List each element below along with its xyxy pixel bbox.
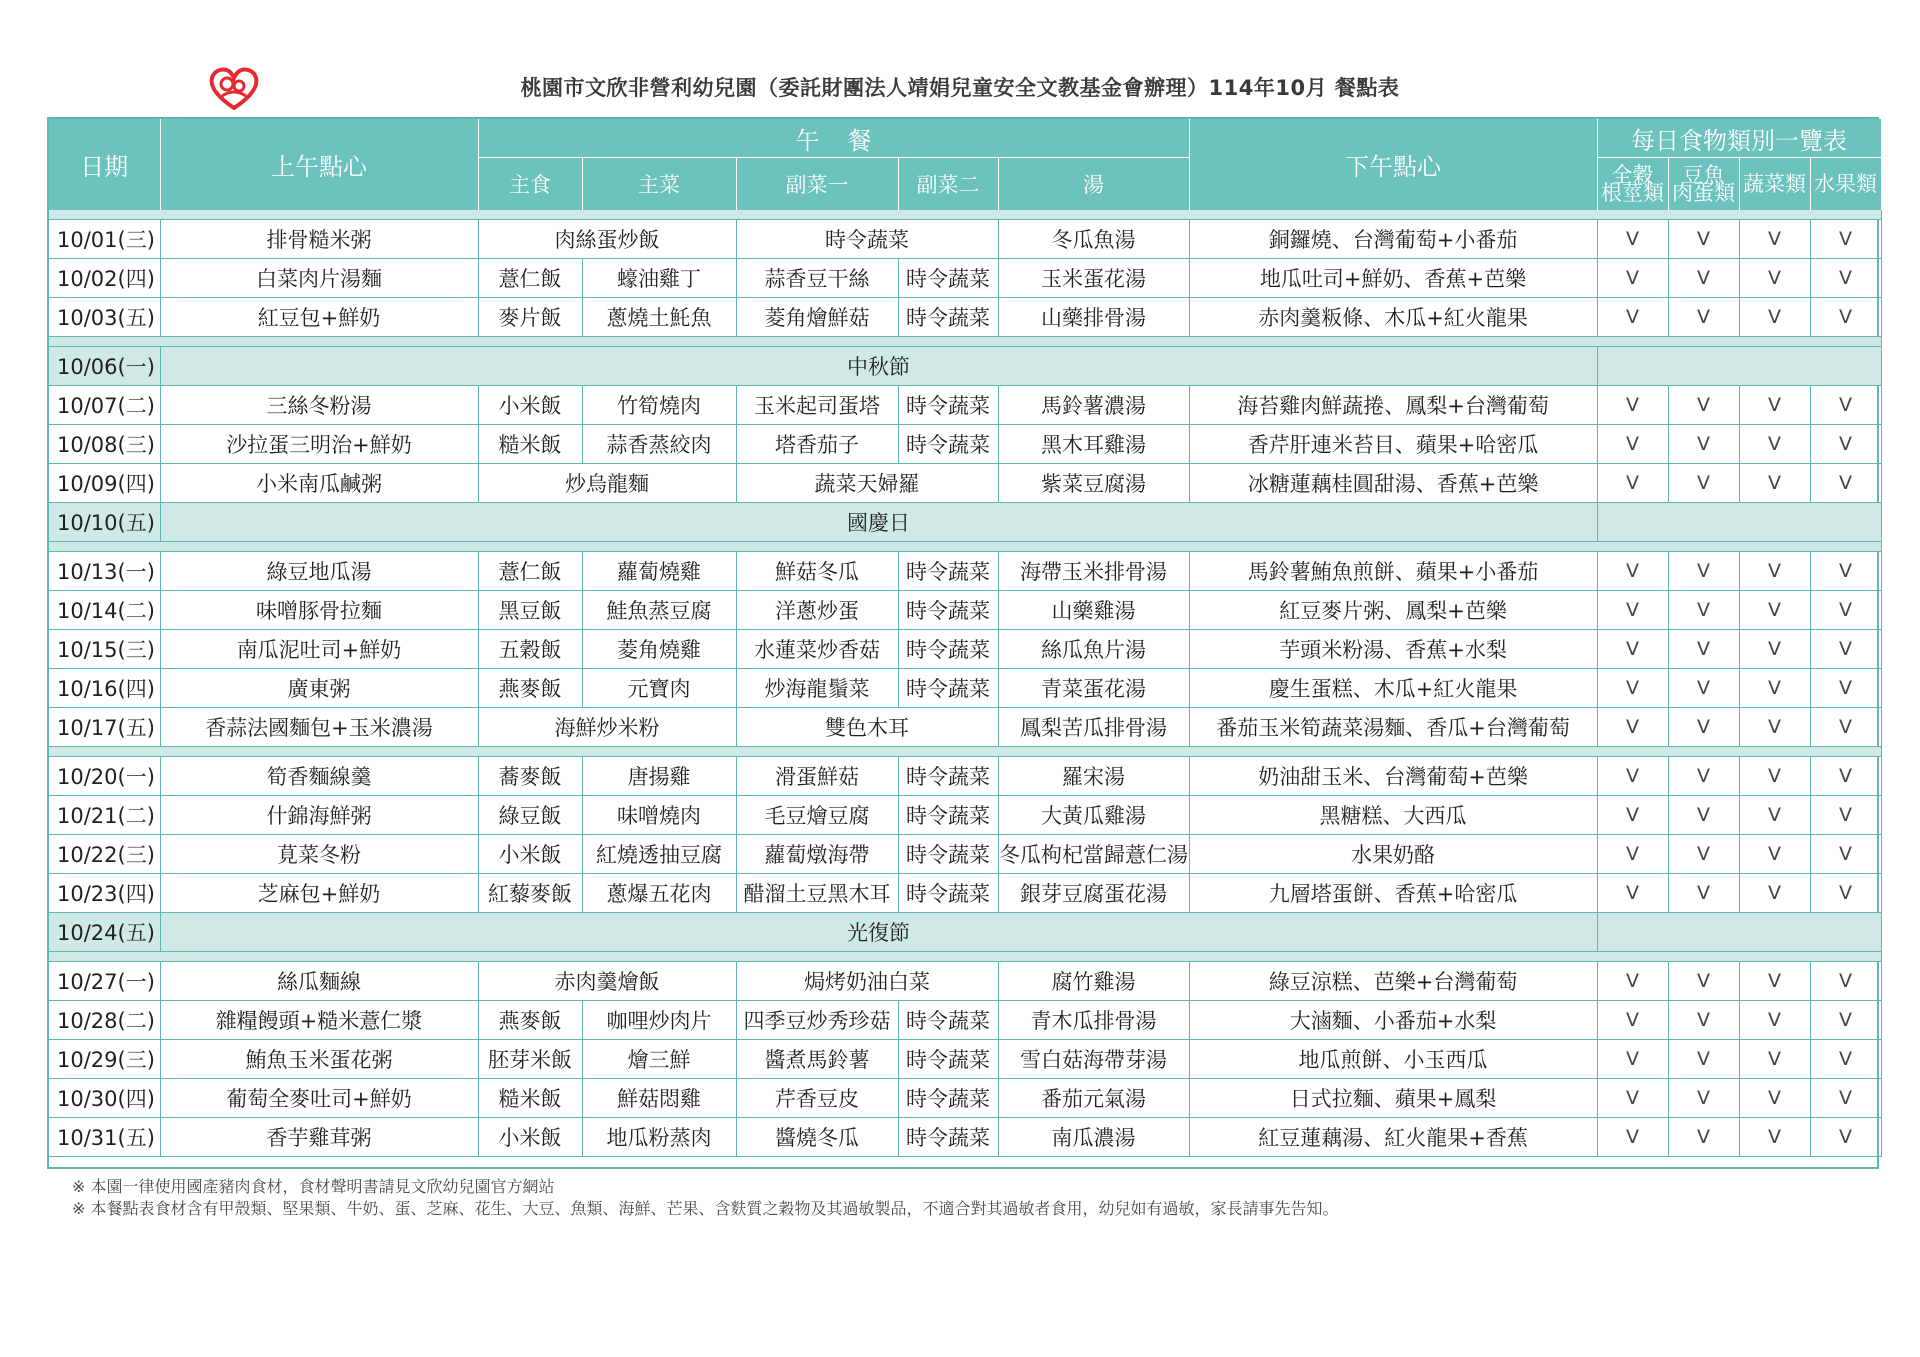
header-lunch: 午餐 xyxy=(478,119,1189,158)
check-vegetables: V xyxy=(1739,962,1810,1001)
date-cell: 10/29(三) xyxy=(49,1040,160,1079)
staple-cell: 小米飯 xyxy=(478,1118,582,1157)
side1-cell: 毛豆燴豆腐 xyxy=(736,796,898,835)
check-grains: V xyxy=(1597,1079,1668,1118)
staple-cell: 麥片飯 xyxy=(478,298,582,337)
table-row xyxy=(49,1079,1881,1118)
side1-cell: 醬煮馬鈴薯 xyxy=(736,1040,898,1079)
soup-cell: 黑木耳雞湯 xyxy=(998,425,1189,464)
afternoon-snack-cell: 綠豆涼糕、芭樂+台灣葡萄 xyxy=(1189,962,1597,1001)
check-protein: V xyxy=(1668,630,1739,669)
main-dish-cell: 地瓜粉蒸肉 xyxy=(582,1118,736,1157)
food-group-empty xyxy=(1597,913,1881,952)
heart-logo-icon xyxy=(208,66,260,110)
check-fruit: V xyxy=(1810,962,1881,1001)
check-protein: V xyxy=(1668,874,1739,913)
page-title: 桃園市文欣非營利幼兒園（委託財團法人靖娟兒童安全文教基金會辦理）114年10月 餐點表 xyxy=(520,76,1400,100)
side2-cell: 時令蔬菜 xyxy=(898,591,998,630)
holiday-name: 光復節 xyxy=(160,913,1597,952)
soup-cell: 馬鈴薯濃湯 xyxy=(998,386,1189,425)
check-grains: V xyxy=(1597,835,1668,874)
check-protein: V xyxy=(1668,386,1739,425)
header-grains: 全穀 根莖類 xyxy=(1597,158,1668,211)
side2-cell: 時令蔬菜 xyxy=(898,796,998,835)
check-grains: V xyxy=(1597,464,1668,503)
soup-cell: 鳳梨苦瓜排骨湯 xyxy=(998,708,1189,747)
check-protein: V xyxy=(1668,298,1739,337)
date-cell: 10/01(三) xyxy=(49,220,160,259)
staple-main-cell: 海鮮炒米粉 xyxy=(478,708,736,747)
date-cell: 10/27(一) xyxy=(49,962,160,1001)
morning-snack-cell: 綠豆地瓜湯 xyxy=(160,552,478,591)
check-vegetables: V xyxy=(1739,425,1810,464)
check-grains: V xyxy=(1597,298,1668,337)
check-fruit: V xyxy=(1810,874,1881,913)
side2-cell: 時令蔬菜 xyxy=(898,835,998,874)
morning-snack-cell: 香芋雞茸粥 xyxy=(160,1118,478,1157)
side2-cell: 時令蔬菜 xyxy=(898,259,998,298)
check-vegetables: V xyxy=(1739,1118,1810,1157)
footnote-pork: ※ 本園一律使用國產豬肉食材，食材聲明書請見文欣幼兒園官方網站 xyxy=(72,1177,555,1196)
morning-snack-cell: 香蒜法國麵包+玉米濃湯 xyxy=(160,708,478,747)
check-fruit: V xyxy=(1810,630,1881,669)
check-vegetables: V xyxy=(1739,464,1810,503)
check-vegetables: V xyxy=(1739,1040,1810,1079)
food-group-empty xyxy=(1597,347,1881,386)
side1-cell: 蘿蔔燉海帶 xyxy=(736,835,898,874)
date-cell: 10/02(四) xyxy=(49,259,160,298)
afternoon-snack-cell: 日式拉麵、蘋果+鳳梨 xyxy=(1189,1079,1597,1118)
soup-cell: 絲瓜魚片湯 xyxy=(998,630,1189,669)
header-staple: 主食 xyxy=(478,158,582,211)
table-row xyxy=(49,962,1881,1001)
morning-snack-cell: 絲瓜麵線 xyxy=(160,962,478,1001)
side1-cell: 醋溜土豆黑木耳 xyxy=(736,874,898,913)
table-row xyxy=(49,298,1881,337)
week-separator xyxy=(49,952,1881,962)
date-cell: 10/03(五) xyxy=(49,298,160,337)
side1-cell: 四季豆炒秀珍菇 xyxy=(736,1001,898,1040)
main-dish-cell: 紅燒透抽豆腐 xyxy=(582,835,736,874)
afternoon-snack-cell: 芋頭米粉湯、香蕉+水梨 xyxy=(1189,630,1597,669)
check-grains: V xyxy=(1597,708,1668,747)
check-fruit: V xyxy=(1810,835,1881,874)
check-protein: V xyxy=(1668,835,1739,874)
table-row xyxy=(49,1040,1881,1079)
header-fruit: 水果類 xyxy=(1810,158,1881,211)
main-dish-cell: 菱角燒雞 xyxy=(582,630,736,669)
check-vegetables: V xyxy=(1739,298,1810,337)
main-dish-cell: 鮮菇悶雞 xyxy=(582,1079,736,1118)
main-dish-cell: 燴三鮮 xyxy=(582,1040,736,1079)
table-row xyxy=(49,259,1881,298)
side1-cell: 菱角燴鮮菇 xyxy=(736,298,898,337)
staple-cell: 小米飯 xyxy=(478,835,582,874)
morning-snack-cell: 鮪魚玉米蛋花粥 xyxy=(160,1040,478,1079)
staple-cell: 蕎麥飯 xyxy=(478,757,582,796)
side2-cell: 時令蔬菜 xyxy=(898,1001,998,1040)
morning-snack-cell: 排骨糙米粥 xyxy=(160,220,478,259)
check-protein: V xyxy=(1668,1079,1739,1118)
holiday-name: 國慶日 xyxy=(160,503,1597,542)
table-row xyxy=(49,220,1881,259)
header-morning-snack: 上午點心 xyxy=(160,119,478,210)
check-grains: V xyxy=(1597,669,1668,708)
morning-snack-cell: 廣東粥 xyxy=(160,669,478,708)
soup-cell: 冬瓜枸杞當歸薏仁湯 xyxy=(998,835,1189,874)
morning-snack-cell: 小米南瓜鹹粥 xyxy=(160,464,478,503)
check-vegetables: V xyxy=(1739,220,1810,259)
staple-cell: 燕麥飯 xyxy=(478,669,582,708)
week-separator xyxy=(49,337,1881,347)
check-protein: V xyxy=(1668,796,1739,835)
week-separator-cell xyxy=(49,210,1881,220)
check-grains: V xyxy=(1597,552,1668,591)
main-dish-cell: 鮭魚蒸豆腐 xyxy=(582,591,736,630)
soup-cell: 羅宋湯 xyxy=(998,757,1189,796)
holiday-row xyxy=(49,503,1881,542)
check-protein: V xyxy=(1668,708,1739,747)
main-dish-cell: 蔥燒土魠魚 xyxy=(582,298,736,337)
check-fruit: V xyxy=(1810,1040,1881,1079)
staple-main-cell: 炒烏龍麵 xyxy=(478,464,736,503)
date-cell: 10/15(三) xyxy=(49,630,160,669)
table-row xyxy=(49,796,1881,835)
afternoon-snack-cell: 地瓜吐司+鮮奶、香蕉+芭樂 xyxy=(1189,259,1597,298)
check-vegetables: V xyxy=(1739,874,1810,913)
main-dish-cell: 咖哩炒肉片 xyxy=(582,1001,736,1040)
check-protein: V xyxy=(1668,1118,1739,1157)
check-fruit: V xyxy=(1810,386,1881,425)
check-grains: V xyxy=(1597,1118,1668,1157)
side2-cell: 時令蔬菜 xyxy=(898,1118,998,1157)
date-cell: 10/17(五) xyxy=(49,708,160,747)
staple-cell: 薏仁飯 xyxy=(478,552,582,591)
check-vegetables: V xyxy=(1739,835,1810,874)
check-grains: V xyxy=(1597,386,1668,425)
footnote-allergens: ※ 本餐點表食材含有甲殼類、堅果類、牛奶、蛋、芝麻、花生、大豆、魚類、海鮮、芒果、含麩質之穀物及其過敏製品，不適合對其過敏者食用，幼兒如有過敏，家長請事先告知。 xyxy=(72,1199,1339,1218)
date-cell: 10/28(二) xyxy=(49,1001,160,1040)
morning-snack-cell: 味噌豚骨拉麵 xyxy=(160,591,478,630)
check-fruit: V xyxy=(1810,757,1881,796)
check-fruit: V xyxy=(1810,425,1881,464)
table-row xyxy=(49,425,1881,464)
side1-cell: 醬燒冬瓜 xyxy=(736,1118,898,1157)
check-protein: V xyxy=(1668,220,1739,259)
check-vegetables: V xyxy=(1739,708,1810,747)
check-protein: V xyxy=(1668,464,1739,503)
date-cell: 10/23(四) xyxy=(49,874,160,913)
morning-snack-cell: 三絲冬粉湯 xyxy=(160,386,478,425)
side2-cell: 時令蔬菜 xyxy=(898,757,998,796)
check-protein: V xyxy=(1668,669,1739,708)
date-cell: 10/21(二) xyxy=(49,796,160,835)
soup-cell: 山藥雞湯 xyxy=(998,591,1189,630)
side1-cell: 塔香茄子 xyxy=(736,425,898,464)
main-dish-cell: 味噌燒肉 xyxy=(582,796,736,835)
main-dish-cell: 竹筍燒肉 xyxy=(582,386,736,425)
staple-cell: 黑豆飯 xyxy=(478,591,582,630)
table-row xyxy=(49,630,1881,669)
afternoon-snack-cell: 地瓜煎餅、小玉西瓜 xyxy=(1189,1040,1597,1079)
side-dishes-cell: 蔬菜天婦羅 xyxy=(736,464,998,503)
date-cell: 10/07(二) xyxy=(49,386,160,425)
afternoon-snack-cell: 紅豆蓮藕湯、紅火龍果+香蕉 xyxy=(1189,1118,1597,1157)
main-dish-cell: 蠔油雞丁 xyxy=(582,259,736,298)
morning-snack-cell: 莧菜冬粉 xyxy=(160,835,478,874)
morning-snack-cell: 筍香麵線羹 xyxy=(160,757,478,796)
check-grains: V xyxy=(1597,874,1668,913)
morning-snack-cell: 白菜肉片湯麵 xyxy=(160,259,478,298)
header-side2: 副菜二 xyxy=(898,158,998,211)
table-row xyxy=(49,552,1881,591)
menu-table-frame xyxy=(47,117,1879,1169)
morning-snack-cell: 雜糧饅頭+糙米薏仁漿 xyxy=(160,1001,478,1040)
table-row xyxy=(49,1118,1881,1157)
check-fruit: V xyxy=(1810,708,1881,747)
date-cell: 10/14(二) xyxy=(49,591,160,630)
check-grains: V xyxy=(1597,630,1668,669)
staple-cell: 糙米飯 xyxy=(478,1079,582,1118)
table-row xyxy=(49,464,1881,503)
check-protein: V xyxy=(1668,425,1739,464)
check-fruit: V xyxy=(1810,298,1881,337)
week-separator-cell xyxy=(49,747,1881,757)
staple-cell: 紅藜麥飯 xyxy=(478,874,582,913)
check-vegetables: V xyxy=(1739,1001,1810,1040)
soup-cell: 山藥排骨湯 xyxy=(998,298,1189,337)
afternoon-snack-cell: 赤肉羹粄條、木瓜+紅火龍果 xyxy=(1189,298,1597,337)
check-vegetables: V xyxy=(1739,669,1810,708)
check-protein: V xyxy=(1668,591,1739,630)
afternoon-snack-cell: 冰糖蓮藕桂圓甜湯、香蕉+芭樂 xyxy=(1189,464,1597,503)
header-main-dish: 主菜 xyxy=(582,158,736,211)
soup-cell: 雪白菇海帶芽湯 xyxy=(998,1040,1189,1079)
check-fruit: V xyxy=(1810,796,1881,835)
afternoon-snack-cell: 番茄玉米筍蔬菜湯麵、香瓜+台灣葡萄 xyxy=(1189,708,1597,747)
check-protein: V xyxy=(1668,962,1739,1001)
staple-cell: 燕麥飯 xyxy=(478,1001,582,1040)
date-cell: 10/31(五) xyxy=(49,1118,160,1157)
soup-cell: 南瓜濃湯 xyxy=(998,1118,1189,1157)
main-dish-cell: 蒜香蒸絞肉 xyxy=(582,425,736,464)
soup-cell: 青菜蛋花湯 xyxy=(998,669,1189,708)
side2-cell: 時令蔬菜 xyxy=(898,669,998,708)
check-protein: V xyxy=(1668,1040,1739,1079)
week-separator-cell xyxy=(49,542,1881,552)
date-cell: 10/08(三) xyxy=(49,425,160,464)
main-dish-cell: 蘿蔔燒雞 xyxy=(582,552,736,591)
morning-snack-cell: 葡萄全麥吐司+鮮奶 xyxy=(160,1079,478,1118)
table-row xyxy=(49,386,1881,425)
afternoon-snack-cell: 九層塔蛋餅、香蕉+哈密瓜 xyxy=(1189,874,1597,913)
morning-snack-cell: 沙拉蛋三明治+鮮奶 xyxy=(160,425,478,464)
table-row xyxy=(49,669,1881,708)
check-grains: V xyxy=(1597,796,1668,835)
table-row xyxy=(49,874,1881,913)
check-fruit: V xyxy=(1810,259,1881,298)
afternoon-snack-cell: 奶油甜玉米、台灣葡萄+芭樂 xyxy=(1189,757,1597,796)
side2-cell: 時令蔬菜 xyxy=(898,425,998,464)
food-group-empty xyxy=(1597,503,1881,542)
afternoon-snack-cell: 水果奶酪 xyxy=(1189,835,1597,874)
table-row xyxy=(49,757,1881,796)
header-food-groups: 每日食物類別一覽表 xyxy=(1597,119,1881,158)
side-dishes-cell: 雙色木耳 xyxy=(736,708,998,747)
check-fruit: V xyxy=(1810,1001,1881,1040)
side2-cell: 時令蔬菜 xyxy=(898,874,998,913)
morning-snack-cell: 芝麻包+鮮奶 xyxy=(160,874,478,913)
date-cell: 10/20(一) xyxy=(49,757,160,796)
main-dish-cell: 蔥爆五花肉 xyxy=(582,874,736,913)
table-row xyxy=(49,835,1881,874)
afternoon-snack-cell: 黑糖糕、大西瓜 xyxy=(1189,796,1597,835)
check-vegetables: V xyxy=(1739,591,1810,630)
header-date: 日期 xyxy=(49,119,160,210)
date-cell: 10/30(四) xyxy=(49,1079,160,1118)
check-grains: V xyxy=(1597,757,1668,796)
date-cell: 10/13(一) xyxy=(49,552,160,591)
side1-cell: 芹香豆皮 xyxy=(736,1079,898,1118)
afternoon-snack-cell: 馬鈴薯鮪魚煎餅、蘋果+小番茄 xyxy=(1189,552,1597,591)
afternoon-snack-cell: 慶生蛋糕、木瓜+紅火龍果 xyxy=(1189,669,1597,708)
soup-cell: 番茄元氣湯 xyxy=(998,1079,1189,1118)
staple-main-cell: 肉絲蛋炒飯 xyxy=(478,220,736,259)
soup-cell: 紫菜豆腐湯 xyxy=(998,464,1189,503)
date-cell: 10/16(四) xyxy=(49,669,160,708)
header-protein: 豆魚 肉蛋類 xyxy=(1668,158,1739,211)
side1-cell: 炒海龍鬚菜 xyxy=(736,669,898,708)
staple-cell: 薏仁飯 xyxy=(478,259,582,298)
week-separator xyxy=(49,210,1881,220)
check-vegetables: V xyxy=(1739,1079,1810,1118)
check-grains: V xyxy=(1597,220,1668,259)
date-cell: 10/10(五) xyxy=(49,503,160,542)
check-grains: V xyxy=(1597,1001,1668,1040)
check-vegetables: V xyxy=(1739,630,1810,669)
staple-cell: 小米飯 xyxy=(478,386,582,425)
check-vegetables: V xyxy=(1739,259,1810,298)
check-fruit: V xyxy=(1810,464,1881,503)
table-body xyxy=(49,210,1881,1157)
date-cell: 10/06(一) xyxy=(49,347,160,386)
header-afternoon-snack: 下午點心 xyxy=(1189,119,1597,210)
side1-cell: 蒜香豆干絲 xyxy=(736,259,898,298)
holiday-name: 中秋節 xyxy=(160,347,1597,386)
soup-cell: 銀芽豆腐蛋花湯 xyxy=(998,874,1189,913)
afternoon-snack-cell: 紅豆麥片粥、鳳梨+芭樂 xyxy=(1189,591,1597,630)
staple-cell: 五穀飯 xyxy=(478,630,582,669)
main-dish-cell: 元寶肉 xyxy=(582,669,736,708)
side1-cell: 水蓮菜炒香菇 xyxy=(736,630,898,669)
holiday-row xyxy=(49,913,1881,952)
check-vegetables: V xyxy=(1739,757,1810,796)
check-protein: V xyxy=(1668,1001,1739,1040)
table-row xyxy=(49,1001,1881,1040)
main-dish-cell: 唐揚雞 xyxy=(582,757,736,796)
check-fruit: V xyxy=(1810,669,1881,708)
week-separator xyxy=(49,542,1881,552)
staple-main-cell: 赤肉羹燴飯 xyxy=(478,962,736,1001)
header-soup: 湯 xyxy=(998,158,1189,211)
menu-table xyxy=(49,119,1882,1157)
header-vegetables: 蔬菜類 xyxy=(1739,158,1810,211)
check-fruit: V xyxy=(1810,591,1881,630)
side2-cell: 時令蔬菜 xyxy=(898,386,998,425)
week-separator-cell xyxy=(49,337,1881,347)
header-side1: 副菜一 xyxy=(736,158,898,211)
check-protein: V xyxy=(1668,259,1739,298)
check-vegetables: V xyxy=(1739,552,1810,591)
staple-cell: 綠豆飯 xyxy=(478,796,582,835)
holiday-row xyxy=(49,347,1881,386)
side1-cell: 鮮菇冬瓜 xyxy=(736,552,898,591)
side1-cell: 洋蔥炒蛋 xyxy=(736,591,898,630)
check-fruit: V xyxy=(1810,552,1881,591)
page-header xyxy=(0,62,1920,112)
side1-cell: 玉米起司蛋塔 xyxy=(736,386,898,425)
soup-cell: 海帶玉米排骨湯 xyxy=(998,552,1189,591)
check-protein: V xyxy=(1668,757,1739,796)
check-grains: V xyxy=(1597,1040,1668,1079)
week-separator-cell xyxy=(49,952,1881,962)
check-grains: V xyxy=(1597,591,1668,630)
check-fruit: V xyxy=(1810,220,1881,259)
side2-cell: 時令蔬菜 xyxy=(898,552,998,591)
side1-cell: 滑蛋鮮菇 xyxy=(736,757,898,796)
check-fruit: V xyxy=(1810,1118,1881,1157)
soup-cell: 冬瓜魚湯 xyxy=(998,220,1189,259)
side-dishes-cell: 時令蔬菜 xyxy=(736,220,998,259)
date-cell: 10/24(五) xyxy=(49,913,160,952)
side2-cell: 時令蔬菜 xyxy=(898,630,998,669)
footnotes xyxy=(72,1176,1872,1220)
check-grains: V xyxy=(1597,259,1668,298)
check-vegetables: V xyxy=(1739,796,1810,835)
table-row xyxy=(49,591,1881,630)
check-grains: V xyxy=(1597,425,1668,464)
check-grains: V xyxy=(1597,962,1668,1001)
afternoon-snack-cell: 香芹肝連米苔目、蘋果+哈密瓜 xyxy=(1189,425,1597,464)
side2-cell: 時令蔬菜 xyxy=(898,298,998,337)
date-cell: 10/22(三) xyxy=(49,835,160,874)
date-cell: 10/09(四) xyxy=(49,464,160,503)
morning-snack-cell: 紅豆包+鮮奶 xyxy=(160,298,478,337)
staple-cell: 糙米飯 xyxy=(478,425,582,464)
side2-cell: 時令蔬菜 xyxy=(898,1079,998,1118)
afternoon-snack-cell: 海苔雞肉鮮蔬捲、鳳梨+台灣葡萄 xyxy=(1189,386,1597,425)
week-separator xyxy=(49,747,1881,757)
table-row xyxy=(49,708,1881,747)
check-protein: V xyxy=(1668,552,1739,591)
afternoon-snack-cell: 大滷麵、小番茄+水梨 xyxy=(1189,1001,1597,1040)
soup-cell: 腐竹雞湯 xyxy=(998,962,1189,1001)
side-dishes-cell: 焗烤奶油白菜 xyxy=(736,962,998,1001)
staple-cell: 胚芽米飯 xyxy=(478,1040,582,1079)
soup-cell: 大黃瓜雞湯 xyxy=(998,796,1189,835)
side2-cell: 時令蔬菜 xyxy=(898,1040,998,1079)
afternoon-snack-cell: 銅鑼燒、台灣葡萄+小番茄 xyxy=(1189,220,1597,259)
soup-cell: 玉米蛋花湯 xyxy=(998,259,1189,298)
table-header xyxy=(49,119,1881,210)
check-fruit: V xyxy=(1810,1079,1881,1118)
soup-cell: 青木瓜排骨湯 xyxy=(998,1001,1189,1040)
check-vegetables: V xyxy=(1739,386,1810,425)
morning-snack-cell: 南瓜泥吐司+鮮奶 xyxy=(160,630,478,669)
morning-snack-cell: 什錦海鮮粥 xyxy=(160,796,478,835)
